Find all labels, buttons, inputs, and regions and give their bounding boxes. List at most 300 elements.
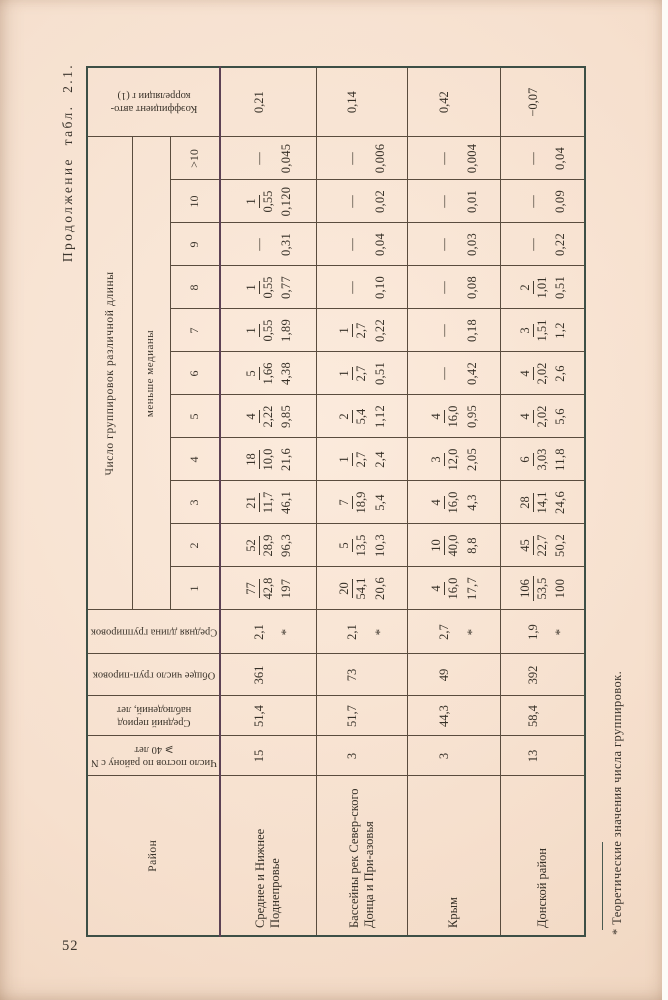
- length-count-cell: [407, 180, 500, 223]
- length-count-cell-theoretical: 0,03: [464, 232, 479, 257]
- fraction: [429, 406, 460, 428]
- length-count-cell-value: [242, 363, 276, 385]
- fraction-numerator: 5: [337, 539, 353, 551]
- length-count-cell-stack: [516, 525, 568, 567]
- length-count-cell-theoretical: 0,51: [372, 361, 387, 386]
- fraction: [429, 492, 460, 514]
- length-count-cell-stack: [336, 137, 388, 179]
- length-count-cell: [220, 395, 316, 438]
- length-count-cell-stack: [428, 137, 480, 179]
- length-count-cell: [500, 266, 585, 309]
- posts-cell-value: 3: [345, 752, 359, 760]
- length-count-cell-stack: [428, 267, 480, 309]
- length-count-cell-stack: [516, 353, 568, 395]
- length-count-cell: [316, 223, 407, 266]
- table-continuation-title: Продолжение табл. 2.1.: [60, 63, 75, 263]
- length-count-cell-theoretical: 197: [279, 578, 294, 599]
- length-count-cell-value: [336, 281, 370, 294]
- fraction-numerator: 28: [518, 493, 534, 512]
- length-count-cell-theoretical: 2,6: [553, 365, 568, 382]
- total-groups-cell-value: 392: [525, 665, 540, 685]
- total-groups-cell-stack: [242, 655, 294, 696]
- fraction-denominator: 2,02: [534, 362, 549, 385]
- fraction-denominator: 53,5: [534, 577, 549, 600]
- posts-cell: [500, 736, 585, 776]
- length-count-cell-stack: [242, 525, 294, 567]
- period-cell: [407, 696, 500, 736]
- length-count-cell-value: [516, 363, 550, 385]
- length-count-cell-theoretical: 46,1: [279, 490, 294, 515]
- fraction-numerator: 4: [518, 410, 534, 422]
- no-data-dash: —: [437, 238, 451, 251]
- length-count-cell: [407, 395, 500, 438]
- page-right-edge: [662, 0, 668, 1000]
- fraction-denominator: 12,0: [446, 448, 460, 471]
- region-cell: Донской район: [500, 776, 585, 936]
- posts-cell: [407, 736, 500, 776]
- col-subgroup-header: меньше медианы: [132, 137, 170, 610]
- col-header-length: 6: [170, 352, 220, 395]
- length-count-cell: [220, 180, 316, 223]
- autocorrelation-cell: [316, 67, 407, 137]
- length-count-cell-theoretical: 0,006: [372, 143, 387, 174]
- length-count-cell-theoretical: 8,8: [464, 537, 479, 554]
- no-data-dash: —: [345, 281, 359, 294]
- length-count-cell: [316, 481, 407, 524]
- length-count-cell: [220, 481, 316, 524]
- length-count-cell-stack: [336, 568, 388, 610]
- fraction-denominator: 16,0: [446, 491, 460, 514]
- length-count-cell-theoretical: 0,08: [464, 275, 479, 300]
- length-count-cell-theoretical: 5,4: [372, 494, 387, 511]
- length-count-cell-theoretical: 0,31: [279, 232, 294, 257]
- no-data-dash: —: [345, 195, 359, 208]
- fraction-numerator: 2: [518, 281, 534, 293]
- fraction: [244, 578, 275, 600]
- no-data-dash: —: [437, 195, 451, 208]
- col-header-length: 10: [170, 180, 220, 223]
- total-groups-cell: [500, 654, 585, 696]
- fraction-denominator: 2,22: [260, 405, 275, 428]
- length-count-cell-value: [428, 578, 462, 600]
- length-count-cell-stack: [428, 482, 480, 524]
- fraction-denominator: 0,55: [260, 319, 275, 342]
- fraction-denominator: 14,1: [534, 491, 549, 514]
- fraction-numerator: 4: [429, 496, 445, 508]
- fraction-numerator: 1: [244, 195, 260, 207]
- length-count-cell-stack: [428, 396, 480, 438]
- period-cell-value: 51,7: [345, 705, 359, 727]
- length-count-cell: [500, 524, 585, 567]
- autocorrelation-cell: [407, 67, 500, 137]
- length-count-cell-stack: [516, 482, 568, 524]
- col-header-length: 2: [170, 524, 220, 567]
- fraction: [244, 449, 275, 471]
- length-count-cell-value: [336, 366, 370, 382]
- col-header-length: >10: [170, 137, 220, 180]
- posts-cell-stack: [428, 737, 480, 776]
- period-cell: [220, 696, 316, 736]
- fraction: [337, 578, 368, 600]
- fraction-numerator: 4: [429, 410, 445, 422]
- fraction-numerator: 4: [429, 582, 445, 594]
- length-count-cell-theoretical: 0,22: [372, 318, 387, 343]
- length-count-cell-theoretical: 1,2: [553, 322, 568, 339]
- period-cell-stack: [336, 697, 388, 736]
- length-count-cell-theoretical: 10,3: [372, 533, 387, 558]
- length-count-cell: [220, 266, 316, 309]
- fraction-denominator: 2,7: [354, 451, 368, 468]
- length-count-cell: [500, 137, 585, 180]
- table-header: [87, 67, 220, 936]
- length-count-cell-value: [428, 367, 462, 380]
- length-count-cell-stack: [336, 224, 388, 266]
- avg-length-cell-value: 1,9: [525, 624, 540, 640]
- col-header-length: 8: [170, 266, 220, 309]
- no-data-dash: —: [251, 152, 266, 165]
- no-data-dash: —: [437, 281, 451, 294]
- no-data-dash: —: [437, 152, 451, 165]
- fraction: [429, 449, 460, 471]
- length-count-cell-theoretical: 17,7: [464, 576, 479, 601]
- length-count-cell: [316, 395, 407, 438]
- fraction: [244, 320, 275, 342]
- length-count-cell-value: [428, 324, 462, 337]
- avg-length-cell-value: 2,1: [251, 624, 266, 640]
- fraction-numerator: 20: [337, 579, 353, 598]
- length-count-cell-value: [336, 323, 370, 339]
- autocorrelation-cell-value: 0,21: [251, 91, 266, 114]
- fraction-denominator: 2,7: [354, 322, 368, 339]
- total-groups-cell-value: 73: [345, 668, 359, 682]
- length-count-cell: [220, 438, 316, 481]
- period-cell-stack: [242, 697, 294, 736]
- rotated-table-area: [58, 57, 636, 937]
- fraction: [429, 578, 460, 600]
- col-header-length: 4: [170, 438, 220, 481]
- length-count-cell-value: [336, 238, 370, 251]
- table-row: [500, 67, 585, 936]
- fraction: [518, 492, 549, 514]
- length-count-cell-value: [242, 320, 276, 342]
- total-groups-cell-stack: [336, 655, 388, 696]
- length-count-cell-theoretical: 4,3: [464, 494, 479, 511]
- fraction-denominator: 22,7: [534, 534, 549, 557]
- length-count-cell: [407, 266, 500, 309]
- avg-length-cell-theoretical: *: [371, 628, 387, 636]
- length-count-cell: [407, 481, 500, 524]
- length-count-cell-value: [336, 409, 370, 425]
- fraction-denominator: 16,0: [446, 405, 460, 428]
- avg-length-cell-stack: [428, 611, 480, 654]
- fraction: [429, 535, 460, 557]
- fraction: [518, 535, 549, 557]
- length-count-cell: [316, 438, 407, 481]
- length-count-cell: [500, 180, 585, 223]
- total-groups-cell: [316, 654, 407, 696]
- fraction: [518, 406, 549, 428]
- length-count-cell-theoretical: 0,04: [372, 232, 387, 257]
- length-count-cell: [407, 309, 500, 352]
- length-count-cell-value: [336, 195, 370, 208]
- length-count-cell-theoretical: 21,6: [279, 447, 294, 472]
- length-count-cell-stack: [242, 482, 294, 524]
- length-count-cell-stack: [242, 310, 294, 352]
- length-count-cell-value: [336, 152, 370, 165]
- length-count-cell-value: [428, 492, 462, 514]
- fraction: [244, 492, 275, 513]
- length-count-cell: [316, 266, 407, 309]
- length-count-cell-value: [428, 152, 462, 165]
- fraction-denominator: 1,01: [534, 276, 549, 299]
- length-count-cell-value: [242, 406, 276, 428]
- total-groups-cell-value: 49: [437, 668, 451, 682]
- length-count-cell-theoretical: 100: [553, 578, 568, 599]
- length-count-cell: [316, 524, 407, 567]
- posts-cell-stack: [516, 737, 568, 776]
- length-count-cell-theoretical: 50,2: [553, 533, 568, 558]
- length-count-cell-value: [428, 535, 462, 557]
- length-count-cell: [220, 524, 316, 567]
- length-count-cell-stack: [242, 439, 294, 481]
- length-count-cell-theoretical: 0,04: [553, 146, 568, 170]
- length-count-cell: [500, 438, 585, 481]
- fraction-numerator: 106: [518, 576, 534, 601]
- length-count-cell-stack: [516, 267, 568, 309]
- period-cell: [316, 696, 407, 736]
- avg-length-cell-value: 2,1: [345, 624, 359, 640]
- no-data-dash: —: [345, 152, 359, 165]
- length-count-cell: [500, 567, 585, 610]
- col-header-avg-length: Средняя длина группировок: [87, 610, 220, 654]
- total-groups-cell-value: 361: [251, 665, 266, 685]
- length-count-cell-theoretical: 2,4: [372, 451, 387, 468]
- fraction-numerator: 7: [337, 496, 353, 508]
- length-count-cell-stack: [242, 353, 294, 395]
- length-count-cell-stack: [336, 482, 388, 524]
- period-cell: [500, 696, 585, 736]
- length-count-cell-theoretical: 0,004: [464, 143, 479, 174]
- autocorrelation-cell-stack: [336, 68, 388, 137]
- total-groups-cell-stack: [516, 655, 568, 696]
- avg-length-cell-stack: [516, 611, 568, 654]
- fraction-denominator: 2,7: [354, 365, 368, 382]
- col-header-autocorrelation: Коэффициент авто-корреляции r (1): [87, 67, 220, 137]
- length-count-cell-stack: [242, 224, 294, 266]
- fraction: [337, 492, 368, 514]
- posts-cell: [220, 736, 316, 776]
- period-cell-stack: [516, 697, 568, 736]
- length-count-cell-stack: [336, 267, 388, 309]
- length-count-cell-value: [242, 152, 276, 165]
- length-count-cell-theoretical: 4,38: [279, 361, 294, 386]
- length-count-cell-value: [516, 195, 550, 208]
- length-count-cell-stack: [336, 353, 388, 395]
- fraction-denominator: 1,51: [534, 319, 549, 342]
- length-count-cell-value: [428, 449, 462, 471]
- length-count-cell-stack: [516, 396, 568, 438]
- length-count-cell: [500, 395, 585, 438]
- col-header-region: Район: [87, 776, 220, 936]
- region-cell: Среднее и Нижнее Поднепровье: [220, 776, 316, 936]
- length-count-cell: [220, 223, 316, 266]
- length-count-cell-theoretical: 11,8: [553, 448, 568, 471]
- length-count-cell-theoretical: 0,51: [553, 275, 568, 300]
- length-count-cell-stack: [336, 310, 388, 352]
- fraction-numerator: 45: [518, 536, 534, 555]
- length-count-cell-theoretical: 9,85: [279, 404, 294, 429]
- autocorrelation-cell-value: −0,07: [525, 87, 540, 117]
- fraction: [518, 576, 549, 601]
- length-count-cell-value: [336, 492, 370, 514]
- fraction-numerator: 5: [244, 367, 260, 379]
- length-count-cell: [407, 137, 500, 180]
- length-count-cell-stack: [428, 224, 480, 266]
- fraction-denominator: 0,55: [260, 190, 275, 213]
- fraction-denominator: 1,66: [260, 362, 275, 385]
- fraction-numerator: 1: [337, 324, 353, 336]
- region-cell: Бассейны рек Север-ского Донца и При-азовья: [316, 776, 407, 936]
- table-row: [407, 67, 500, 936]
- fraction: [244, 406, 275, 428]
- length-count-cell-theoretical: 0,120: [279, 186, 294, 217]
- length-count-cell-stack: [516, 439, 568, 481]
- period-cell-value: 51,4: [251, 705, 266, 727]
- length-count-cell-theoretical: 24,6: [553, 490, 568, 515]
- length-count-cell: [220, 352, 316, 395]
- fraction: [244, 277, 275, 299]
- length-count-cell-theoretical: 5,6: [553, 408, 568, 425]
- length-count-cell: [500, 481, 585, 524]
- length-count-cell-stack: [428, 181, 480, 223]
- fraction-numerator: 4: [244, 410, 260, 422]
- length-count-cell-value: [428, 195, 462, 208]
- col-header-posts: Число постов по району с N ⩾ 40 лет: [87, 736, 220, 776]
- length-count-cell-theoretical: 96,3: [279, 533, 294, 558]
- col-header-length: 7: [170, 309, 220, 352]
- no-data-dash: —: [525, 195, 540, 208]
- length-count-cell-theoretical: 20,6: [372, 576, 387, 601]
- posts-cell: [316, 736, 407, 776]
- fraction-denominator: 11,7: [260, 491, 275, 514]
- length-count-cell: [316, 180, 407, 223]
- fraction-denominator: 42,8: [260, 577, 275, 600]
- length-count-cell-value: [242, 449, 276, 471]
- fraction-denominator: 2,02: [534, 405, 549, 428]
- footnote-rule: [602, 842, 603, 930]
- length-count-cell: [316, 567, 407, 610]
- col-header-length: 9: [170, 223, 220, 266]
- col-header-length: 5: [170, 395, 220, 438]
- table-row: [220, 67, 316, 936]
- length-count-cell: [220, 309, 316, 352]
- length-count-cell-stack: [336, 181, 388, 223]
- length-count-cell-stack: [242, 568, 294, 610]
- fraction-numerator: 77: [244, 579, 260, 598]
- length-count-cell-stack: [336, 525, 388, 567]
- length-count-cell-value: [516, 238, 550, 251]
- avg-length-cell-theoretical: *: [552, 628, 568, 636]
- fraction: [244, 363, 275, 385]
- length-count-cell-value: [242, 492, 276, 513]
- avg-length-cell-theoretical: *: [278, 628, 294, 636]
- length-count-cell-value: [242, 277, 276, 299]
- length-count-cell-value: [336, 578, 370, 600]
- length-count-cell-stack: [428, 353, 480, 395]
- fraction-denominator: 54,1: [354, 577, 368, 600]
- length-count-cell: [500, 352, 585, 395]
- posts-cell-stack: [336, 737, 388, 776]
- region-cell: Крым: [407, 776, 500, 936]
- length-count-cell-stack: [516, 224, 568, 266]
- length-count-cell-value: [516, 277, 550, 299]
- posts-cell-value: 13: [525, 749, 540, 763]
- col-header-total-groups: Общее число груп-пировок: [87, 654, 220, 696]
- length-count-cell-value: [516, 406, 550, 428]
- length-count-cell-theoretical: 0,42: [464, 361, 479, 386]
- fraction-numerator: 18: [244, 450, 260, 469]
- fraction-denominator: 28,9: [260, 534, 275, 557]
- fraction-numerator: 6: [518, 453, 534, 465]
- length-count-cell-theoretical: 0,02: [372, 189, 387, 214]
- length-count-cell-theoretical: 0,10: [372, 275, 387, 300]
- length-count-cell-value: [428, 406, 462, 428]
- fraction-numerator: 4: [518, 367, 534, 379]
- length-count-cell-stack: [242, 181, 294, 223]
- table-body: [220, 67, 585, 936]
- col-header-length: 1: [170, 567, 220, 610]
- length-count-cell-value: [336, 452, 370, 468]
- fraction-numerator: 10: [429, 536, 445, 555]
- fraction: [244, 535, 275, 557]
- table-row: [316, 67, 407, 936]
- period-cell-value: 58,4: [525, 705, 540, 727]
- length-count-cell: [500, 309, 585, 352]
- length-count-cell-stack: [242, 396, 294, 438]
- autocorrelation-cell: [220, 67, 316, 137]
- length-count-cell: [316, 309, 407, 352]
- fraction-denominator: 5,4: [354, 408, 368, 425]
- statistics-table: [86, 66, 586, 937]
- total-groups-cell: [220, 654, 316, 696]
- length-count-cell-value: [516, 152, 550, 165]
- length-count-cell-stack: [428, 568, 480, 610]
- length-count-cell: [407, 567, 500, 610]
- no-data-dash: —: [525, 152, 540, 165]
- avg-length-cell-stack: [242, 611, 294, 654]
- fraction-denominator: 10,0: [260, 448, 275, 471]
- length-count-cell: [220, 567, 316, 610]
- length-count-cell: [316, 352, 407, 395]
- no-data-dash: —: [251, 238, 266, 251]
- length-count-cell-theoretical: 0,18: [464, 318, 479, 343]
- fraction-numerator: 1: [337, 367, 353, 379]
- autocorrelation-cell-stack: [428, 68, 480, 137]
- length-count-cell-value: [428, 238, 462, 251]
- length-count-cell-theoretical: 1,89: [279, 318, 294, 343]
- col-header-period: Средний период наблюдений, лет: [87, 696, 220, 736]
- fraction-denominator: 16,0: [446, 577, 460, 600]
- autocorrelation-cell-stack: [242, 68, 294, 137]
- length-count-cell-value: [242, 238, 276, 251]
- fraction: [337, 409, 368, 425]
- period-cell-stack: [428, 697, 480, 736]
- fraction-numerator: 52: [244, 536, 260, 555]
- length-count-cell: [316, 137, 407, 180]
- length-count-cell-stack: [428, 310, 480, 352]
- fraction: [518, 449, 549, 471]
- autocorrelation-cell-stack: [516, 68, 568, 137]
